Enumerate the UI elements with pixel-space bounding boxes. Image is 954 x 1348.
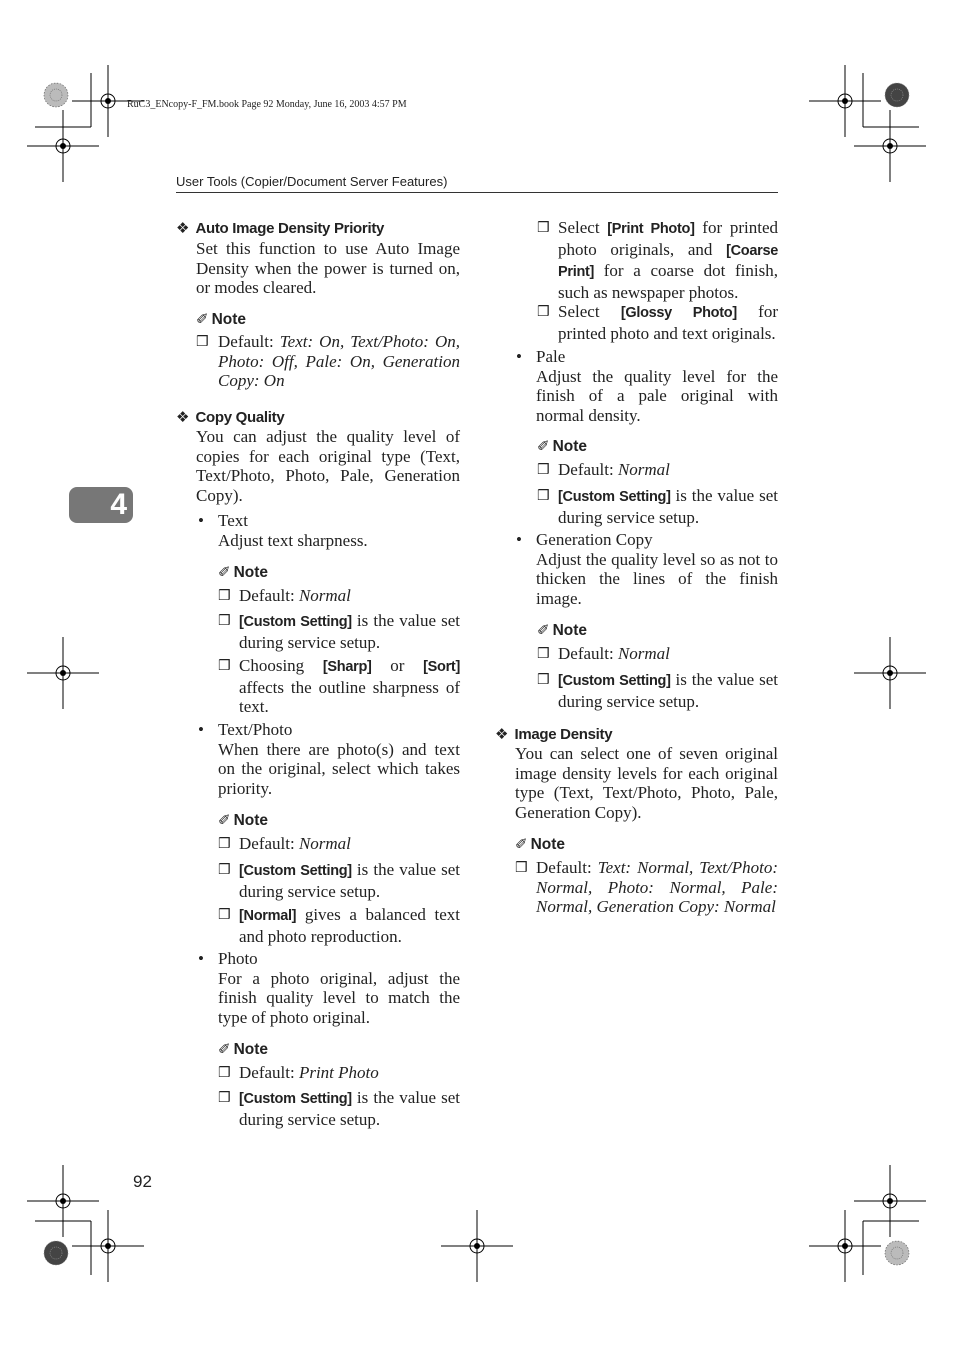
diamond-icon: ❖ [176,219,190,237]
print-slug: RuC3_ENcopy-F_FM.book Page 92 Monday, June 16, 2003 4:57 PM [127,99,407,110]
pencil-icon: ✐ [196,310,209,328]
note-text: is the value set during service setup. [239,1088,460,1129]
checkbox-icon: ❒ [218,658,231,674]
key-label: [Coarse Print] [558,242,778,281]
checkbox-icon: ❒ [537,672,550,688]
bullet: • [516,347,522,366]
section-heading-image-density: ❖ Image Density [495,725,613,743]
note-text: Select [558,302,621,321]
default-label: Default: [239,1063,299,1082]
note-text: is the value set during service setup. [239,611,460,652]
bullet: • [198,720,204,739]
default-label: Default: [536,858,598,877]
note-item [515,858,778,917]
item-name: Text [218,511,248,530]
default-value: Text: On, Text/Photo: On, Photo: Off, Pale: On, Generation Copy: On [218,332,461,391]
item-desc: For a photo original, adjust the finish quality level to match the type of photo original. [218,968,460,1028]
list-item-generation-copy [516,530,778,609]
checkbox-icon: ❒ [218,836,231,852]
key-label: [Sharp] [322,659,372,675]
checkbox-icon: ❒ [537,304,550,320]
page-number: 92 [133,1172,152,1191]
note-item [537,218,778,303]
note-item [537,486,778,527]
image-density-body: You can select one of seven original image density levels for each original type (Text, Text/Photo, Photo, Pale, Generation Copy). [515,744,778,823]
auto-density-body: Set this function to use Auto Image Density when the power is turned on, or modes cleared. [196,239,460,298]
section-heading-auto-density: ❖ Auto Image Density Priority [176,219,385,237]
checkbox-icon: ❒ [537,220,550,236]
checkbox-icon: ❒ [196,334,209,350]
default-label: Default: [239,834,299,853]
default-label: Default: [239,586,299,605]
item-desc: Adjust the quality level for the finish of a pale original with normal density. [536,366,778,426]
note-text: Select [558,218,608,237]
note-item [537,460,778,480]
checkbox-icon: ❒ [218,588,231,604]
note-text: is the value set during service setup. [239,860,460,901]
chapter-number: 4 [110,488,127,521]
note-title: ✐ Note [196,310,247,328]
checkbox-icon: ❒ [218,907,231,923]
copy-quality-body: You can adjust the quality level of copies for each original type (Text, Text/Photo, Photo, Pale, Generation Copy). [196,427,460,506]
checkbox-icon: ❒ [218,1090,231,1106]
note-title: ✐ Note [218,563,269,581]
note-title: ✐ Note [537,437,588,455]
diamond-icon: ❖ [176,408,190,426]
pencil-icon: ✐ [515,835,528,853]
bullet: • [198,511,204,530]
item-name: Generation Copy [536,530,653,549]
section-heading-copy-quality: ❖ Copy Quality [176,408,285,426]
key-label: [Custom Setting] [239,614,352,630]
note-title: ✐ Note [515,835,566,853]
key-label: [Custom Setting] [239,863,352,879]
key-label: [Custom Setting] [558,489,671,505]
note-text: for printed photo and text originals. [558,302,778,343]
checkbox-icon: ❒ [537,488,550,504]
default-value: Normal [617,460,670,479]
checkbox-icon: ❒ [537,462,550,478]
note-text: for a coarse dot finish, such as newspaper photos. [558,261,778,303]
running-header: User Tools (Copier/Document Server Features) [176,174,448,189]
note-text: or [371,656,424,675]
item-desc: Adjust text sharpness. [218,530,368,550]
default-value: Normal [617,644,670,663]
default-value: Text: Normal, Text/Photo: Normal, Photo: Normal, Pale: Normal, Generation Copy: Normal [536,858,779,917]
list-item-pale [516,347,778,426]
key-label: [Normal] [239,908,297,924]
note-text: affects the outline sharpness of text. [239,677,460,717]
key-label: [Sort] [423,659,460,675]
note-title: ✐ Note [218,1040,269,1058]
pencil-icon: ✐ [537,621,550,639]
pencil-icon: ✐ [537,437,550,455]
default-label: Default: [218,332,280,351]
note-text: is the value set during service setup. [558,670,778,711]
default-value: Normal [298,834,351,853]
pencil-icon: ✐ [218,1040,231,1058]
default-value: Print Photo [298,1063,379,1082]
bullet: • [198,949,204,968]
item-desc: Adjust the quality level so as not to thicken the lines of the finish image. [536,549,778,609]
key-label: [Print Photo] [607,221,695,237]
note-text: for printed photo originals, and [558,218,778,259]
checkbox-icon: ❒ [537,646,550,662]
checkbox-icon: ❒ [218,862,231,878]
note-text: gives a balanced text and photo reproduction. [239,905,460,946]
key-label: [Custom Setting] [558,673,671,689]
pencil-icon: ✐ [218,563,231,581]
default-label: Default: [558,644,618,663]
item-name: Text/Photo [218,720,293,739]
note-text: Choosing [239,656,323,675]
checkbox-icon: ❒ [218,1065,231,1081]
key-label: [Custom Setting] [239,1091,352,1107]
note-item [537,670,778,711]
item-name: Photo [218,949,258,968]
note-title: ✐ Note [537,621,588,639]
key-label: [Glossy Photo] [620,305,737,321]
note-text: is the value set during service setup. [558,486,778,527]
default-label: Default: [558,460,618,479]
diamond-icon: ❖ [495,725,509,743]
checkbox-icon: ❒ [515,860,528,876]
item-desc: When there are photo(s) and text on the original, select which takes priority. [218,739,460,799]
bullet: • [516,530,522,549]
note-item [537,644,778,664]
note-title: ✐ Note [218,811,269,829]
item-name: Pale [536,347,566,366]
default-value: Normal [298,586,351,605]
note-item [537,302,778,343]
pencil-icon: ✐ [218,811,231,829]
checkbox-icon: ❒ [218,613,231,629]
